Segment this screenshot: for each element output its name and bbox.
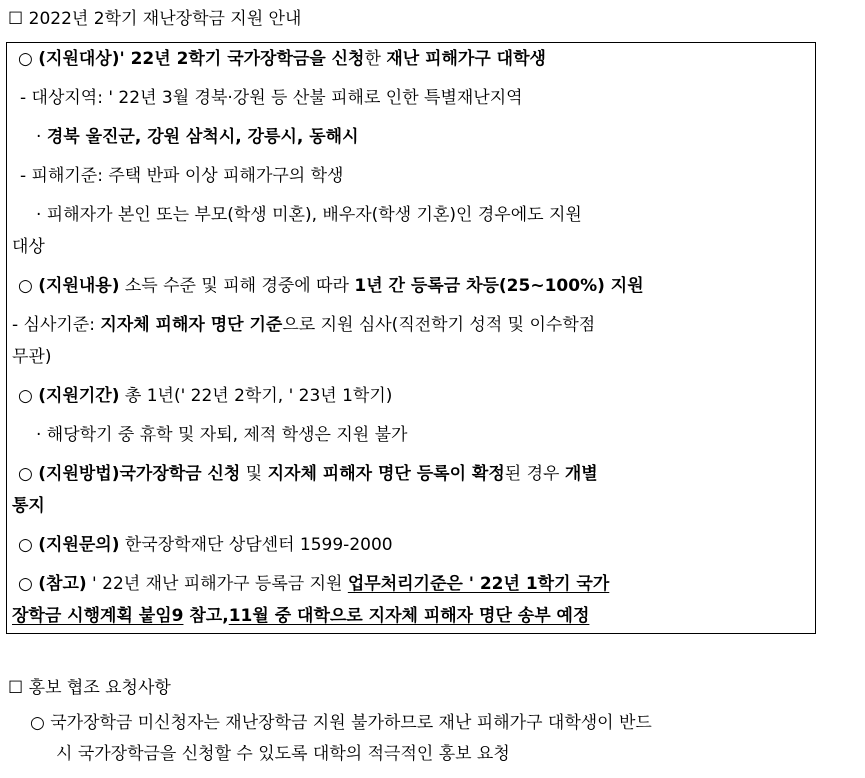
- support-content-text: 소득 수준 및 피해 경중에 따라: [119, 276, 355, 296]
- support-content-label: (지원내용): [38, 276, 120, 296]
- damage-criteria-line: - 피해기준: 주택 반파 이상 피해가구의 학생: [20, 166, 344, 186]
- support-method-line: [18, 462, 598, 486]
- support-method-label: (지원방법)국가장학금 신청: [38, 464, 241, 484]
- bullet-dot: ·: [36, 127, 42, 147]
- promotion-request-text: 국가장학금 미신청자는 재난장학금 지원 불가: [50, 713, 384, 733]
- support-period-text: 총 1년(' 22년 2학기, ' 23년 1학기): [119, 386, 393, 406]
- support-period-label: (지원기간): [38, 386, 120, 406]
- review-criteria-basis: 지자체 피해자 명단 기준: [100, 315, 283, 335]
- eligibility-target: 재난 피해가구 대학생: [386, 49, 546, 69]
- target-region-list: [36, 125, 359, 149]
- region-names: 경북 울진군, 강원 삼척시, 강릉시, 동해시: [46, 127, 359, 147]
- reference-guideline: 업무처리기준은 ' 22년 1학기 국가: [347, 574, 610, 594]
- bullet-circle: ○: [18, 535, 33, 555]
- promotion-request-text-2: 하므로 재난 피해가구 대학생이 반드: [383, 713, 652, 733]
- reference-attachment: 장학금 시행계획 붙임9: [12, 606, 184, 626]
- bullet-circle: ○: [18, 276, 33, 296]
- bullet-circle: ○: [18, 464, 33, 484]
- reference-line: [18, 572, 609, 596]
- support-method-notice: 개별: [564, 464, 598, 484]
- bullet-circle: ○: [18, 574, 33, 594]
- review-criteria-label: - 심사기준:: [12, 315, 101, 335]
- promotion-request-cont: 시 국가장학금을 신청할 수 있도록 대학의 적극적인 홍보 요청: [56, 744, 510, 764]
- inquiry-line: [18, 533, 393, 557]
- inquiry-label: (지원문의): [38, 535, 120, 555]
- reference-text: ' 22년 재난 피해가구 등록금 지원: [86, 574, 348, 594]
- bullet-circle: ○: [30, 713, 45, 733]
- support-period-exception: · 해당학기 중 휴학 및 자퇴, 제적 학생은 지원 불가: [36, 425, 408, 445]
- review-criteria-cont: 무관): [12, 347, 52, 367]
- promotion-request-line: [30, 711, 652, 735]
- support-method-connector: 및: [240, 464, 268, 484]
- review-criteria-text: 으로 지원 심사(직전학기 성적 및 이수학점: [282, 315, 596, 335]
- reference-label: (참고): [38, 574, 87, 594]
- eligibility-connector: 한: [364, 49, 387, 69]
- support-content-line: [18, 274, 644, 298]
- section-title-support-guide: ☐ 2022년 2학기 재난장학금 지원 안내: [8, 9, 302, 29]
- eligibility-label: (지원대상)' 22년 2학기 국가장학금을 신청: [38, 49, 365, 69]
- support-content-amount: 1년 간 등록금 차등(25~100%) 지원: [354, 276, 644, 296]
- support-period-line: [18, 384, 392, 408]
- reference-schedule: 11월 중 대학으로 지자체 피해자 명단 송부 예정: [228, 606, 590, 626]
- bullet-circle: ○: [18, 386, 33, 406]
- inquiry-contact: 한국장학재단 상담센터 1599-2000: [119, 535, 393, 555]
- section-title-promotion: ☐ 홍보 협조 요청사항: [8, 678, 171, 698]
- support-method-cont: 통지: [12, 496, 45, 516]
- support-method-text: 된 경우: [504, 464, 565, 484]
- reference-line-cont: [12, 604, 589, 628]
- reference-note: 참고,: [183, 606, 229, 626]
- bullet-circle: ○: [18, 49, 33, 69]
- target-region-line: - 대상지역: ' 22년 3월 경북·강원 등 산불 피해로 인한 특별재난지역: [20, 88, 523, 108]
- damage-criteria-detail: · 피해자가 본인 또는 부모(학생 미혼), 배우자(학생 기혼)인 경우에도 지원: [36, 205, 582, 225]
- support-method-condition: 지자체 피해자 명단 등록이 확정: [267, 464, 505, 484]
- review-criteria-line: [12, 313, 595, 337]
- eligibility-line: [18, 47, 546, 71]
- damage-criteria-detail-cont: 대상: [12, 237, 45, 257]
